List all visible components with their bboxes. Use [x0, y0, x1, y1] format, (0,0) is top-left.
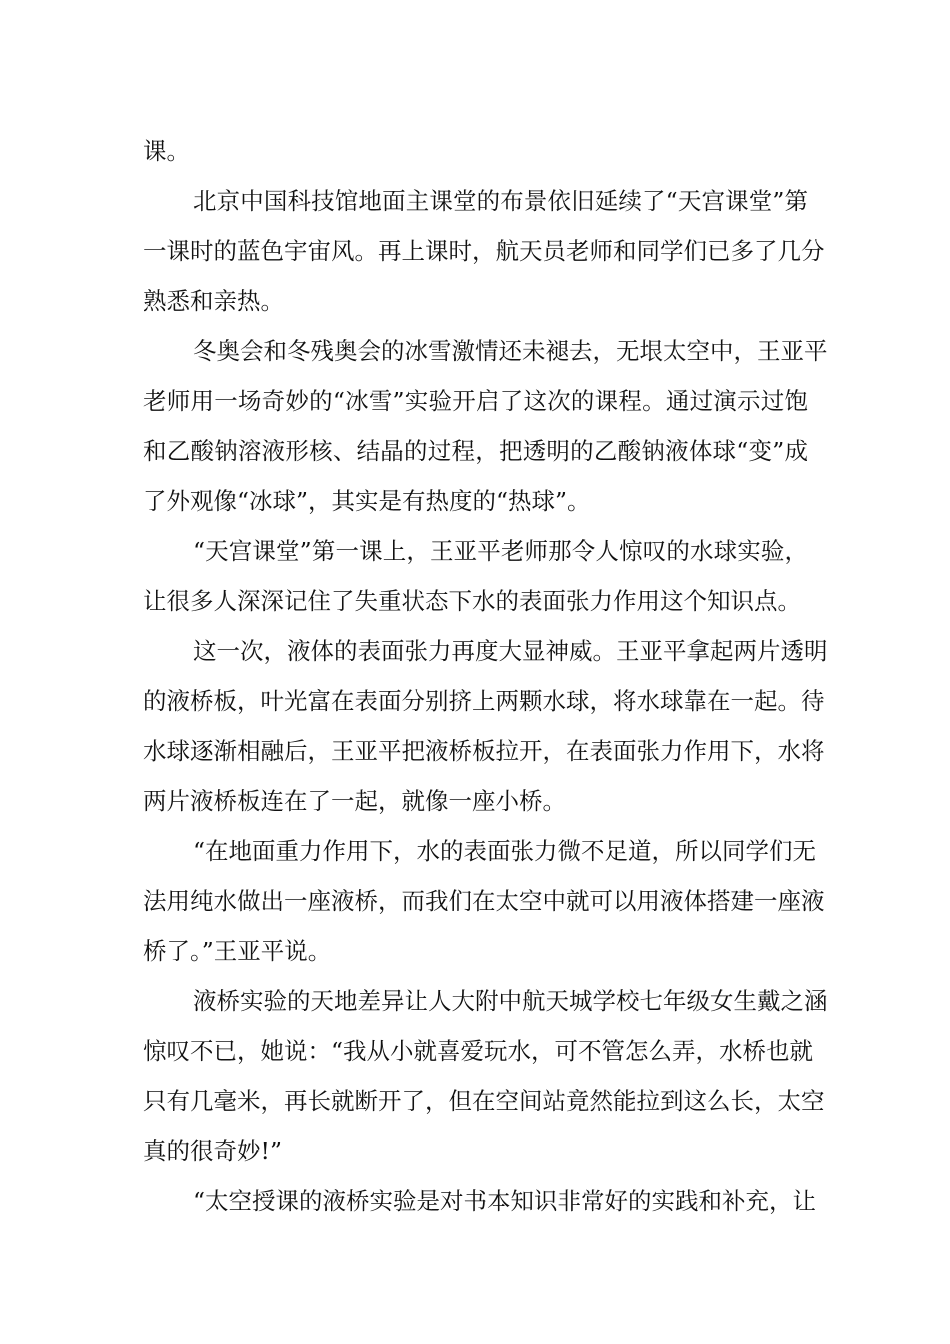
text-line: 真的很奇妙!” [143, 1137, 282, 1165]
paragraph-first-line: “天宫课堂”第一课上，王亚平老师那令人惊叹的水球实验， [193, 537, 808, 565]
paragraph-first-line: “在地面重力作用下，水的表面张力微不足道，所以同学们无 [193, 837, 817, 865]
text-line: 让很多人深深记住了失重状态下水的表面张力作用这个知识点。 [143, 587, 801, 615]
text-line: 两片液桥板连在了一起，就像一座小桥。 [143, 787, 566, 815]
text-line: 惊叹不已，她说：“我从小就喜爱玩水，可不管怎么弄，水桥也就 [143, 1037, 814, 1065]
text-line: 的液桥板，叶光富在表面分别挤上两颗水球，将水球靠在一起。待 [143, 687, 825, 715]
text-line: 老师用一场奇妙的“冰雪”实验开启了这次的课程。通过演示过饱 [143, 387, 808, 415]
text-line: 桥了。”王亚平说。 [143, 937, 332, 965]
paragraph-first-line: “太空授课的液桥实验是对书本知识非常好的实践和补充，让 [193, 1187, 817, 1215]
text-line: 水球逐渐相融后，王亚平把液桥板拉开，在表面张力作用下，水将 [143, 737, 825, 765]
paragraph-first-line: 北京中国科技馆地面主课堂的布景依旧延续了“天宫课堂”第 [193, 187, 808, 215]
text-line: 课。 [143, 137, 190, 165]
text-line: 了外观像“冰球”，其实是有热度的“热球”。 [143, 487, 591, 515]
text-line: 熟悉和亲热。 [143, 287, 284, 315]
text-line: 只有几毫米，再长就断开了，但在空间站竟然能拉到这么长，太空 [143, 1087, 825, 1115]
text-line: 法用纯水做出一座液桥，而我们在太空中就可以用液体搭建一座液 [143, 887, 825, 915]
paragraph-first-line: 这一次，液体的表面张力再度大显神威。王亚平拿起两片透明 [193, 637, 828, 665]
paragraph-first-line: 冬奥会和冬残奥会的冰雪激情还未褪去，无垠太空中，王亚平 [193, 337, 828, 365]
text-line: 一课时的蓝色宇宙风。再上课时，航天员老师和同学们已多了几分 [143, 237, 825, 265]
paragraph-first-line: 液桥实验的天地差异让人大附中航天城学校七年级女生戴之涵 [193, 987, 828, 1015]
text-line: 和乙酸钠溶液形核、结晶的过程，把透明的乙酸钠液体球“变”成 [143, 437, 808, 465]
